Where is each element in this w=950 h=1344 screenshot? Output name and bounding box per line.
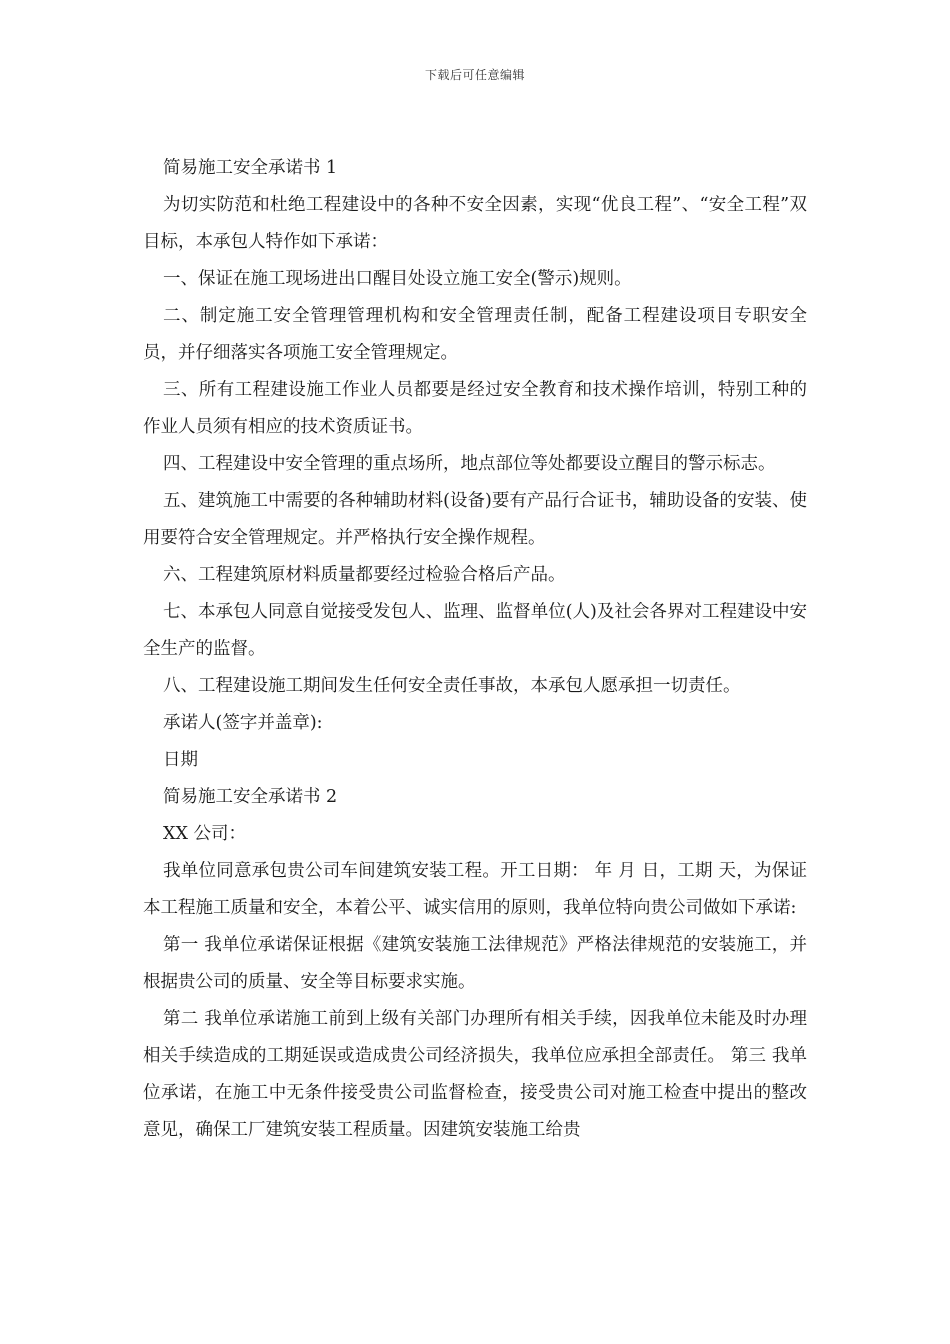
body-paragraph-3: 第二 我单位承诺施工前到上级有关部门办理所有相关手续，因我单位未能及时办理相关手续造成的工期延误或造成贵公司经济损失，我单位应承担全部责任。 第三 我单位承诺，在施工中无条件接受贵公司监督检查，接受贵公司对施工检查中提出的整改意见，确保工厂建筑安装工程质量。因建筑安装施工给贵 (143, 1009, 807, 1140)
addressee-line: XX 公司： (163, 824, 246, 844)
signature-line: 承诺人(签字并盖章): (163, 713, 323, 733)
document-title-2: 简易施工安全承诺书 2 (163, 787, 338, 807)
commitment-item-4: 四、工程建设中安全管理的重点场所，地点部位等处都要设立醒目的警示标志。 (163, 454, 776, 474)
header-note: 下载后可任意编辑 (424, 68, 525, 82)
commitment-item-8: 八、工程建设施工期间发生任何安全责任事故，本承包人愿承担一切责任。 (163, 676, 741, 696)
intro-paragraph: 为切实防范和杜绝工程建设中的各种不安全因素，实现“优良工程”、“安全工程”双目标，本承包人特作如下承诺： (143, 195, 807, 252)
commitment-item-2: 二、制定施工安全管理管理机构和安全管理责任制，配备工程建设项目专职安全员，并仔细落实各项施工安全管理规定。 (143, 306, 807, 363)
document-title-1: 简易施工安全承诺书 1 (163, 158, 338, 178)
commitment-item-7: 七、本承包人同意自觉接受发包人、监理、监督单位(人)及社会各界对工程建设中安全生产的监督。 (143, 602, 807, 659)
commitment-item-6: 六、工程建筑原材料质量都要经过检验合格后产品。 (163, 565, 566, 585)
document-body (143, 150, 807, 1149)
date-line: 日期 (163, 750, 198, 770)
commitment-item-5: 五、建筑施工中需要的各种辅助材料(设备)要有产品行合证书，辅助设备的安装、使用要符合安全管理规定。并严格执行安全操作规程。 (143, 491, 807, 548)
body-paragraph-1: 我单位同意承包贵公司车间建筑安装工程。开工日期： 年 月 日，工期 天，为保证本工程施工质量和安全，本着公平、诚实信用的原则，我单位特向贵公司做如下承诺: (143, 861, 807, 918)
commitment-item-3: 三、所有工程建设施工作业人员都要是经过安全教育和技术操作培训，特别工种的作业人员须有相应的技术资质证书。 (143, 380, 807, 437)
body-paragraph-2: 第一 我单位承诺保证根据《建筑安装施工法律规范》严格法律规范的安装施工，并根据贵公司的质量、安全等目标要求实施。 (143, 935, 807, 992)
commitment-item-1: 一、保证在施工现场进出口醒目处设立施工安全(警示)规则。 (163, 269, 632, 289)
